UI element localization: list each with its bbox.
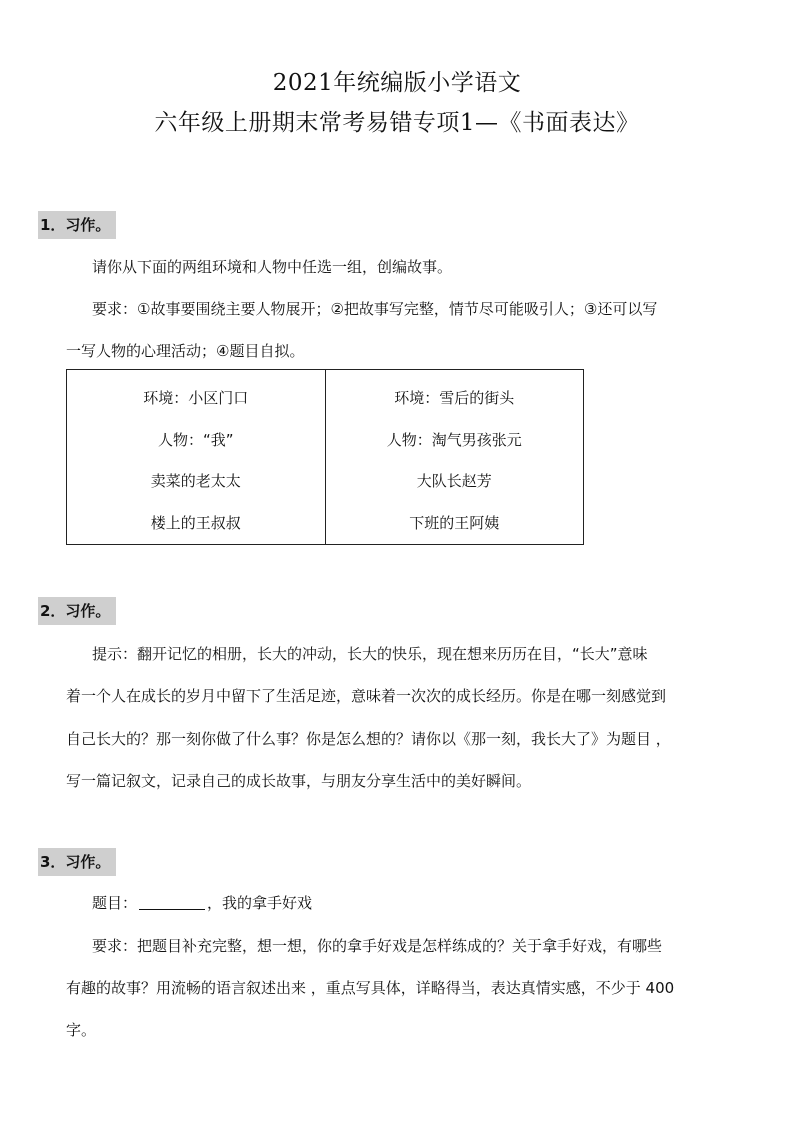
scenario-left-character-3: 楼上的王叔叔 — [150, 514, 241, 532]
question-1-intro: 请你从下面的两组环境和人物中任选一组，创编故事。 — [92, 258, 453, 276]
question-1-requirement-line2: 一写人物的心理活动；④题目自拟。 — [66, 342, 305, 360]
question-2-heading: 2．习作。 — [38, 597, 116, 625]
scenario-left-environment: 环境：小区门口 — [143, 389, 249, 407]
topic-blank — [139, 894, 205, 910]
question-3-requirement-line2: 有趣的故事？用流畅的语言叙述出来 ，重点写具体，详略得当，表达真情实感，不少于 400 — [66, 979, 675, 997]
question-2-line3: 自己长大的？那一刻你做了什么事？你是怎么想的？请你以《那一刻，我长大了》为题目 ， — [66, 730, 671, 748]
question-2-line2: 着一个人在成长的岁月中留下了生活足迹，意味着一次次的成长经历。你是在哪一刻感觉到 — [66, 687, 667, 705]
document-title-line2: 六年级上册期末常考易错专项1—《书面表达》 — [154, 110, 640, 136]
question-3-topic — [92, 893, 312, 913]
scenario-right-character-3: 下班的王阿姨 — [409, 514, 500, 532]
scenario-right-environment: 环境：雪后的街头 — [394, 389, 515, 407]
question-1-requirement-line1: 要求：①故事要围绕主要人物展开；②把故事写完整，情节尽可能吸引人；③还可以写 — [92, 300, 658, 318]
question-3-heading: 3．习作。 — [38, 848, 116, 876]
question-2-line1: 提示：翻开记忆的相册，长大的冲动，长大的快乐，现在想来历历在目，“长大”意味 — [92, 645, 648, 663]
question-3-requirement-line3: 字。 — [66, 1021, 97, 1039]
scenario-column-left — [67, 370, 325, 544]
scenario-left-character-2: 卖菜的老太太 — [150, 472, 241, 490]
question-1-heading: 1．习作。 — [38, 211, 116, 239]
scenario-left-character-1: 人物：“我” — [157, 431, 234, 449]
document-title-line1: 2021年统编版小学语文 — [272, 70, 522, 96]
scenario-right-character-1: 人物：淘气男孩张元 — [386, 431, 522, 449]
scenario-column-right — [325, 370, 584, 544]
question-2-line4: 写一篇记叙文，记录自己的成长故事，与朋友分享生活中的美好瞬间。 — [66, 772, 532, 790]
question-3-topic-suffix: ，我的拿手好戏 — [207, 894, 313, 912]
scenario-table — [66, 369, 584, 545]
question-3-topic-prefix: 题目： — [92, 894, 138, 912]
question-3-requirement-line1: 要求：把题目补充完整，想一想，你的拿手好戏是怎样练成的？关于拿手好戏，有哪些 — [92, 937, 663, 955]
scenario-right-character-2: 大队长赵芳 — [416, 472, 492, 490]
